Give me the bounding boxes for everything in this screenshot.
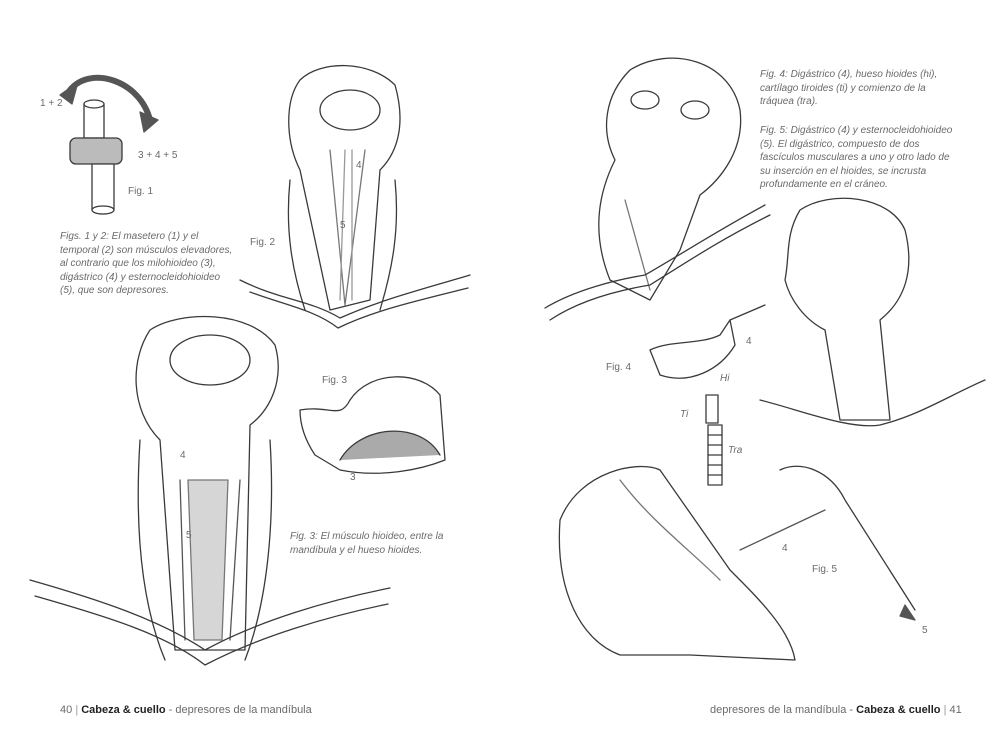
- caption-fig5: Fig. 5: Digástrico (4) y esternocleidohioideo (5). El digástrico, compuesto de dos fascículos musculares a uno y otro lado de su inserción en el hioides, se incrusta profundamente en el cráneo.: [760, 125, 953, 190]
- fig2-number-4: 4: [356, 160, 362, 171]
- fig1-label: Fig. 1: [128, 186, 154, 197]
- fig3-label: Fig. 3: [322, 375, 348, 386]
- page-number: 40: [60, 704, 73, 716]
- label-hi: Hi: [720, 373, 730, 384]
- caption-fig3: Fig. 3: El músculo hioideo, entre la mandíbula y el hueso hioides.: [290, 531, 444, 556]
- fig2-number-5: 5: [340, 220, 346, 231]
- caption-figs-1-2: Figs. 1 y 2: El masetero (1) y el temporal (2) son músculos elevadores, al contrario que los milohioideo (3), digástrico (4) y esternocleidohioideo (5), que son depresores.: [60, 231, 233, 296]
- left-footer: 40 | Cabeza & cuello - depresores de la mandíbula: [60, 704, 312, 716]
- fig4-number-4: 4: [746, 336, 752, 347]
- fig5-number-4: 4: [782, 543, 788, 554]
- section-title: Cabeza & cuello: [856, 704, 941, 716]
- fig4-label: Fig. 4: [606, 362, 632, 373]
- label-1-plus-2: 1 + 2: [40, 98, 63, 109]
- right-page: [500, 0, 1000, 750]
- label-3-4-5: 3 + 4 + 5: [138, 150, 178, 161]
- fig3-number-3: 3: [350, 472, 356, 483]
- fig5-number-5: 5: [922, 625, 928, 636]
- page-number: 41: [949, 704, 962, 716]
- fig3-number-5: 5: [186, 530, 192, 541]
- fig2-label: Fig. 2: [250, 237, 276, 248]
- section-topic: depresores de la mandíbula -: [710, 704, 854, 716]
- label-tra: Tra: [728, 445, 743, 456]
- section-title: Cabeza & cuello: [81, 704, 166, 716]
- fig5-label: Fig. 5: [812, 564, 838, 575]
- right-footer: depresores de la mandíbula - Cabeza & cuello | 41: [710, 704, 962, 716]
- label-ti: Ti: [680, 409, 689, 420]
- fig3-number-4: 4: [180, 450, 186, 461]
- section-topic: - depresores de la mandíbula: [168, 704, 312, 716]
- caption-fig4: Fig. 4: Digástrico (4), hueso hioides (hi), cartílago tiroides (ti) y comienzo de la tráquea (tra).: [760, 69, 938, 107]
